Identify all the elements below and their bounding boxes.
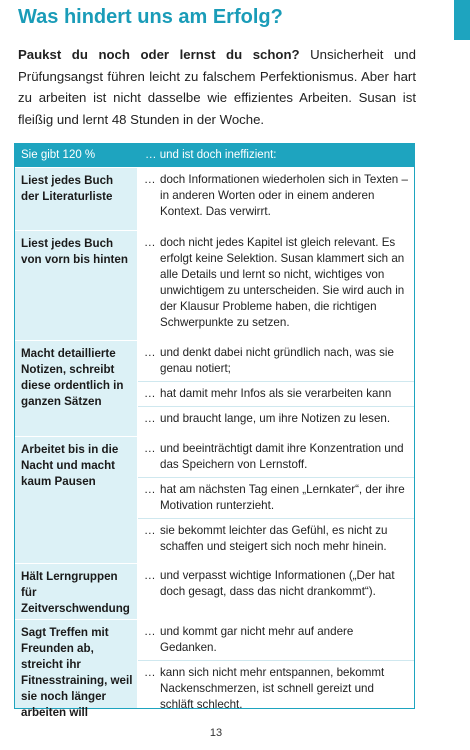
table-header	[15, 143, 414, 167]
consequence-item	[138, 564, 414, 604]
consequence-text: und denkt dabei nicht gründlich nach, was sie genau notiert;	[160, 346, 394, 375]
ellipsis: …	[144, 173, 156, 186]
table-row	[15, 619, 414, 719]
consequence-text: kann sich nicht mehr entspannen, bekommt Nackenschmerzen, ist schnell gereizt und schläft schlecht.	[160, 666, 385, 711]
ellipsis: …	[144, 483, 156, 496]
consequence-text: doch Informationen wiederholen sich in Texten – in anderen Worten oder in einem anderen Kontext. Das verwirrt.	[160, 173, 408, 218]
consequence-text: hat damit mehr Infos als sie verarbeiten kann	[160, 387, 392, 400]
ellipsis: …	[144, 387, 156, 400]
page-title: Was hindert uns am Erfolg?	[18, 6, 283, 28]
ellipsis: …	[144, 442, 156, 455]
header-left: Sie gibt 120 %	[21, 149, 96, 161]
row-consequences	[137, 168, 414, 230]
row-behavior: Sagt Treffen mit Freunden ab, streicht ihr Fitnesstraining, weil sie noch länger arbeiten will	[15, 620, 137, 708]
row-behavior: Macht detaillierte Notizen, schreibt diese ordentlich in ganzen Sätzen	[15, 341, 137, 436]
consequence-text: und beeinträchtigt damit ihre Konzentration und das Speichern von Lernstoff.	[160, 442, 404, 471]
consequence-item	[138, 437, 414, 477]
row-consequences	[137, 620, 414, 711]
consequence-text: hat am nächsten Tag einen „Lernkater“, der ihre Motivation runterzieht.	[160, 483, 405, 512]
consequence-text: und verpasst wichtige Informationen („Der hat doch gesagt, dass das nicht drankommt“).	[160, 569, 395, 598]
ellipsis: …	[144, 569, 156, 582]
consequence-item	[138, 231, 414, 335]
consequence-item	[138, 620, 414, 660]
row-consequences	[137, 564, 414, 619]
chapter-tab-marker	[454, 0, 470, 40]
row-consequences	[137, 341, 414, 436]
row-behavior: Arbeitet bis in die Nacht und macht kaum Pausen	[15, 437, 137, 563]
row-consequences	[137, 231, 414, 340]
table-row	[15, 167, 414, 230]
table-row	[15, 436, 414, 563]
consequence-text: und kommt gar nicht mehr auf andere Gedanken.	[160, 625, 354, 654]
consequence-text: und braucht lange, um ihre Notizen zu lesen.	[160, 412, 391, 425]
consequence-item	[138, 168, 414, 224]
consequence-text: sie bekommt leichter das Gefühl, es nicht zu schaffen und steigert sich noch mehr hinein.	[160, 524, 388, 553]
consequence-item	[138, 518, 414, 559]
consequence-item	[138, 660, 414, 717]
ellipsis: …	[144, 666, 156, 679]
ellipsis: …	[144, 524, 156, 537]
ellipsis: …	[144, 346, 156, 359]
row-behavior: Hält Lerngruppen für Zeitverschwendung	[15, 564, 137, 619]
ellipsis: …	[144, 412, 156, 425]
ellipsis: …	[144, 236, 156, 249]
intro-lead: Paukst du noch oder lernst du schon?	[18, 47, 300, 62]
consequence-item	[138, 381, 414, 406]
ellipsis: …	[144, 625, 156, 638]
table-row	[15, 340, 414, 436]
row-behavior: Liest jedes Buch von vorn bis hinten	[15, 231, 137, 340]
intro-text: Unsicherheit und Prüfungsangst führen leicht zu falschem Perfektionismus. Aber hart zu arbeiten ist nicht dasselbe wie effizientes Arbeiten. Susan ist fleißig und lernt 48 Stunden in der Woche.	[18, 47, 416, 127]
consequence-text: doch nicht jedes Kapitel ist gleich relevant. Es erfolgt keine Selektion. Susan klammert sich an alle Details und lernt so nicht, wichtiges von unwichtigem zu unterscheiden. Sie wird auch in der Klausur Probleme haben, die richtigen Schwerpunkte zu setzen.	[160, 236, 405, 329]
consequence-item	[138, 477, 414, 518]
table-row	[15, 563, 414, 619]
intro-paragraph	[18, 44, 416, 130]
header-right: … und ist doch ineffizient:	[145, 149, 277, 161]
row-consequences	[137, 437, 414, 563]
row-behavior: Liest jedes Buch der Literaturliste	[15, 168, 137, 230]
consequence-item	[138, 341, 414, 381]
page-number: 13	[209, 727, 223, 739]
table-row	[15, 230, 414, 340]
consequence-item	[138, 406, 414, 431]
comparison-table	[14, 143, 415, 719]
